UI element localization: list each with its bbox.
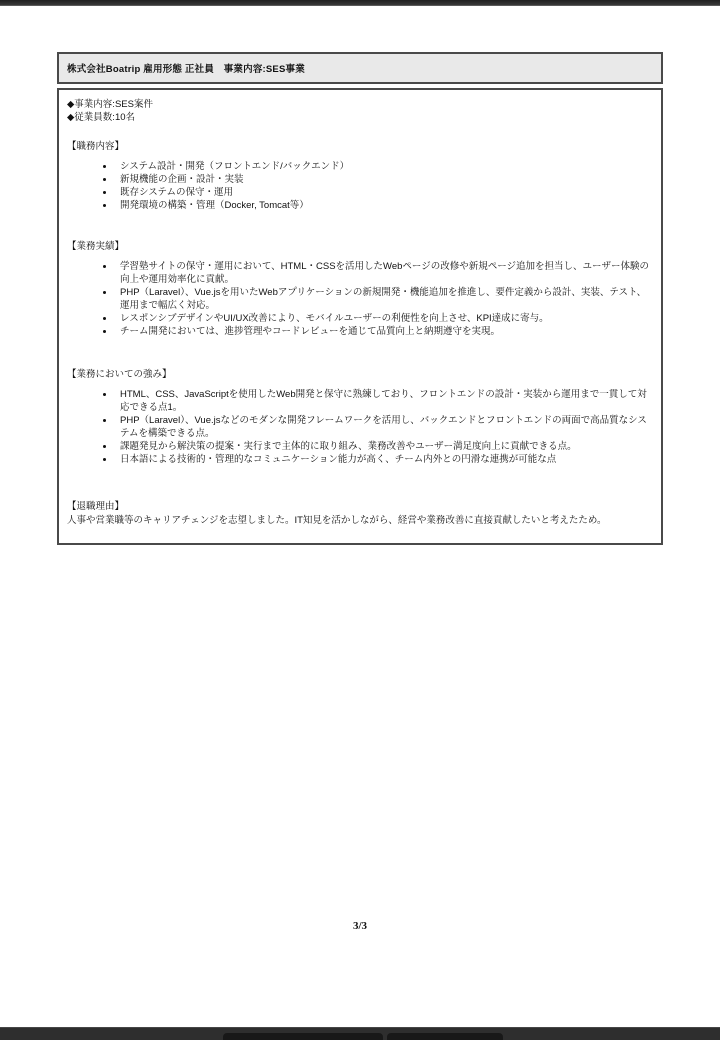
- reason-paragraph: 人事や営業職等のキャリアチェンジを志望しました。IT知見を活かしながら、経営や業務改善に直接貢献したいと考えたため。: [67, 515, 607, 526]
- section-title: 【退職理由】: [67, 501, 125, 512]
- viewer-bottom-bar: [0, 1027, 720, 1040]
- company-facts: [67, 98, 653, 124]
- list-item: • 開発環境の構築・管理（Docker, Tomcat等）: [115, 199, 653, 212]
- bottom-bar-shape: [223, 1033, 383, 1040]
- list-item: • 既存システムの保守・運用: [115, 186, 653, 199]
- list-item: • 課題発見から解決策の提案・実行まで主体的に取り組み、業務改善やユーザー満足度向上に貢献できる点。: [115, 440, 653, 453]
- section-resignation-reason: [67, 500, 653, 527]
- bullet-list: [67, 160, 653, 212]
- document-page: [57, 52, 663, 545]
- bullet-list: [67, 260, 653, 338]
- bottom-bar-shape: [387, 1033, 503, 1040]
- list-item: • システム設計・開発（フロントエンド/バックエンド）: [115, 160, 653, 173]
- section-strengths: [67, 368, 653, 466]
- fact-business-content: ◆事業内容:SES案件: [67, 99, 153, 110]
- list-item: • 日本語による技術的・管理的なコミュニケーション能力が高く、チーム内外との円滑な連携が可能な点: [115, 453, 653, 466]
- viewer-top-bar: [0, 0, 720, 6]
- list-item: • 新規機能の企画・設計・実装: [115, 173, 653, 186]
- list-item: • HTML、CSS、JavaScriptを使用したWeb開発と保守に熟練しており、フロントエンドの設計・実装から運用まで一貫して対応できる点1。: [115, 388, 653, 414]
- list-item: • PHP（Laravel）、Vue.jsなどのモダンな開発フレームワークを活用し、バックエンドとフロントエンドの両面で高品質なシステムを構築できる点。: [115, 414, 653, 440]
- career-detail-box: [57, 88, 663, 545]
- bullet-list: [67, 388, 653, 466]
- section-title: 【職務内容】: [67, 141, 125, 152]
- section-job-duties: [67, 140, 653, 212]
- fact-employee-count: ◆従業員数:10名: [67, 112, 136, 123]
- list-item: • 学習塾サイトの保守・運用において、HTML・CSSを活用したWebページの改修や新規ページ追加を担当し、ユーザー体験の向上や運用効率化に貢献。: [115, 260, 653, 286]
- section-title: 【業務においての強み】: [67, 369, 172, 380]
- section-work-results: [67, 240, 653, 338]
- company-header-bar: 株式会社Boatrip 雇用形態 正社員 事業内容:SES事業: [57, 52, 663, 84]
- list-item: • レスポンシブデザインやUI/UX改善により、モバイルユーザーの利便性を向上させ、KPI達成に寄与。: [115, 312, 653, 325]
- page-number: 3/3: [352, 920, 368, 932]
- list-item: • PHP（Laravel）、Vue.jsを用いたWebアプリケーションの新規開発・機能追加を推進し、要件定義から設計、実装、テスト、運用まで幅広く対応。: [115, 286, 653, 312]
- section-title: 【業務実績】: [67, 241, 125, 252]
- list-item: • チーム開発においては、進捗管理やコードレビューを通じて品質向上と納期遵守を実現。: [115, 325, 653, 338]
